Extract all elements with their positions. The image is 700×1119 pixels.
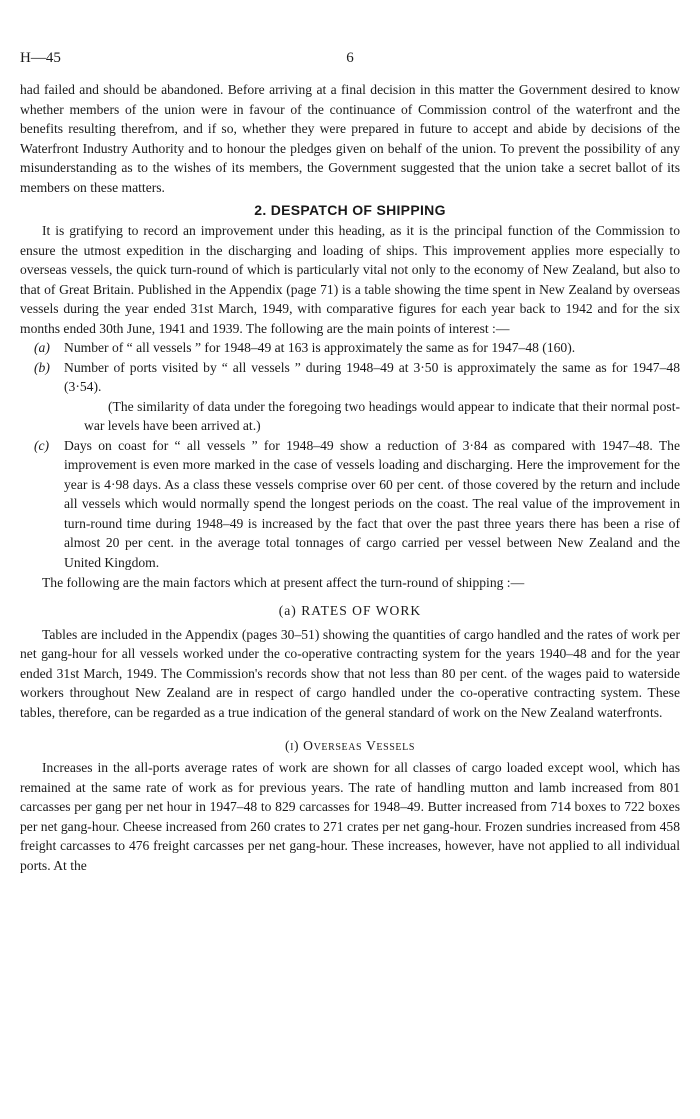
page-header [20, 50, 680, 80]
document-reference: H—45 [20, 50, 61, 66]
list-item-a [20, 338, 680, 358]
parenthetical-note: (The similarity of data under the foregoing two headings would appear to indicate that their normal post-war levels have been arrived at.) [84, 398, 680, 433]
section-title: 2. DESPATCH OF SHIPPING [254, 202, 446, 218]
paragraph-continuation: had failed and should be abandoned. Before arriving at a final decision in this matter the Government desired to know whether members of the union were in favour of the continuance of Commission control of the waterfront and the benefits resulting therefrom, and if so, whether they were prepared in future to accept and abide by decisions of the Waterfront Industry Authority and to honour the pledges given on behalf of the union. To prevent the possibility of any misunderstanding as to the wishes of its members, the Government suggested that the union take a secret ballot of its members on these matters. [20, 82, 680, 195]
list-item-c-label: (c) [34, 437, 50, 453]
page-number: 6 [346, 50, 354, 66]
subheading-overseas-vessels: (i) Overseas Vessels [284, 738, 416, 753]
list-item-c [20, 436, 680, 573]
paragraph-overseas-vessels: Increases in the all-ports average rates of work are shown for all classes of cargo loaded except wool, which has remained at the same rate of work as for previous years. The rate of handling mutton and lamb increased from 801 carcasses per gang per net hour in 1947–48 to 829 carcasses for 1948–49. Butter increased from 714 boxes to 722 boxes per net gang-hour. Cheese increased from 260 crates to 271 crates per net gang-hour. Frozen sundries increased from 458 freight carcasses to 476 freight carcasses per net gang-hour. These increases, however, have not applied to all individual ports. At the [20, 760, 680, 873]
list-item-b [20, 358, 680, 397]
paragraph-rates-of-work: Tables are included in the Appendix (pages 30–51) showing the quantities of cargo handled and the rates of work per net gang-hour for all vessels worked under the co-operative contracting system for the years 1940–48 and for the year ended 31st March, 1949. The Commission's records show that not less than 80 per cent. of the wages paid to waterside workers throughout New Zealand are in respect of cargo handled under the co-operative contracting system. These tables, therefore, can be regarded as a true indication of the general standard of work on the New Zealand waterfronts. [20, 626, 680, 720]
list-item-a-text: Number of “ all vessels ” for 1948–49 at 163 is approximately the same as for 1947–48 (160). [64, 340, 576, 355]
subheading-rates-of-work: (a) RATES OF WORK [278, 602, 422, 618]
document-page [20, 0, 680, 875]
list-item-b-label: (b) [34, 359, 50, 375]
paragraph-despatch-intro: It is gratifying to record an improvement under this heading, as it is the principal function of the Commission to ensure the utmost expedition in the discharging and loading of ships. This improvement applies more especially to overseas vessels, the quick turn-round of which is particularly vital not only to the economy of New Zealand, but also to that of Great Britain. Published in the Appendix (page 71) is a table showing the time spent in New Zealand by overseas vessels during the year ended 31st March, 1949, with comparative figures for each year back to 1942 and for the six months ended 30th June, 1941 and 1939. The following are the main points of interest :— [20, 223, 680, 336]
paragraph-factors-intro: The following are the main factors which at present affect the turn-round of shipping :— [42, 575, 525, 590]
list-item-c-text: Days on coast for “ all vessels ” for 1948–49 show a reduction of 3·84 as compared with 1947–48. The improvement is even more marked in the case of vessels loading and discharging. Here the improvement for the year is 4·98 days. As a class these vessels comprise over 60 per cent. of those covered by the return and include all vessels which would normally spend the longest periods on the coast. The real value of the improvement in turn-round time during 1948–49 is increased by the fact that over the past three years there has been a rise of almost 20 per cent. in the average total tonnages of cargo carried per vessel between New Zealand and the United Kingdom. [64, 437, 680, 570]
list-item-a-label: (a) [34, 340, 50, 355]
list-item-b-text: Number of ports visited by “ all vessels ” during 1948–49 at 3·50 is approximately the same as for 1947–48 (3·54). [64, 359, 680, 394]
